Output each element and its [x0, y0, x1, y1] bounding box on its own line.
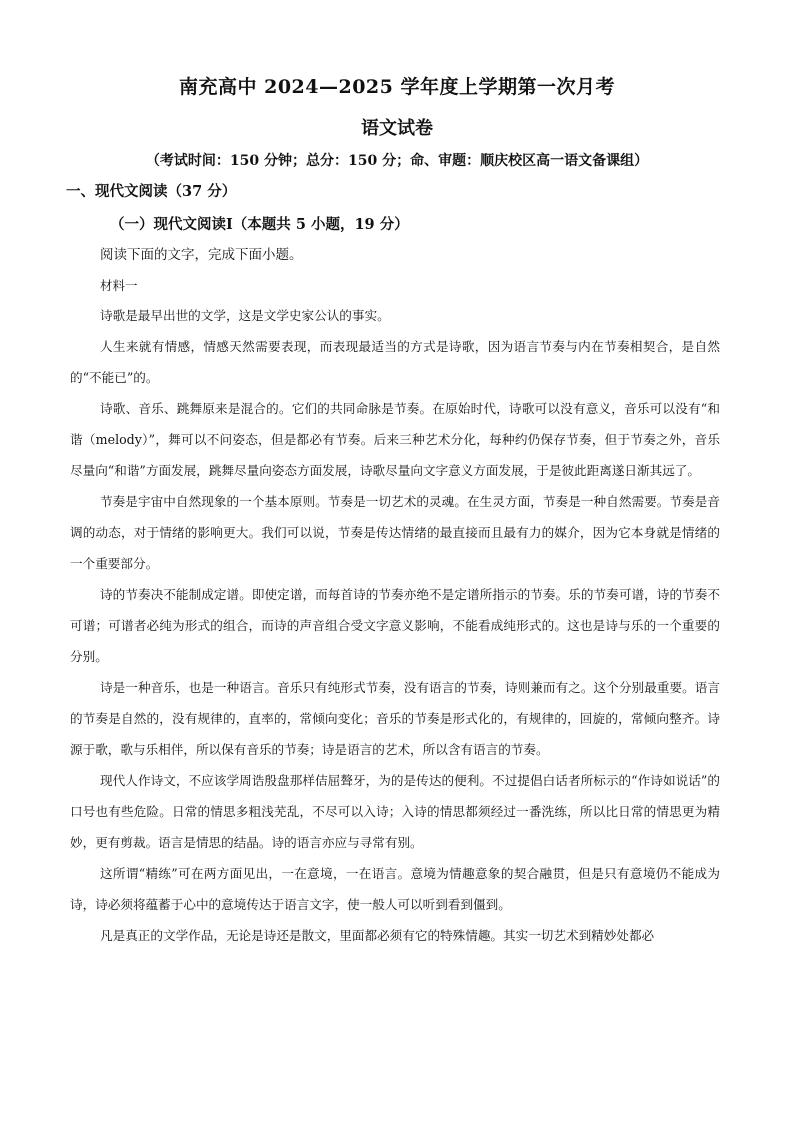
reading-instruction: 阅读下面的文字，完成下面小题。 — [100, 247, 303, 263]
passage-paragraph: 现代人作诗文，不应该学周诰殷盘那样佶屈聱牙，为的是传达的便利。不过提倡白话者所标示的“作诗如说话”的口号也有些危险。日常的情思多粗浅芜乱，不尽可以入诗；入诗的情思都须经过一番洗练，所以比日常的情思更为精妙，更有剪裁。语言是情思的结晶。诗的语言亦应与寻常有别。 — [70, 773, 720, 850]
section-heading: 一、现代文阅读（37 分） — [66, 183, 237, 200]
passage-paragraph: 人生来就有情感，情感天然需要表现，而表现最适当的方式是诗歌，因为语言节奏与内在节奏相契合，是自然的“不能已”的。 — [70, 339, 720, 385]
subsection-heading: （一）现代文阅读Ⅰ（本题共 5 小题，19 分） — [110, 216, 409, 233]
passage-body — [70, 300, 720, 951]
passage-paragraph: 节奏是宇宙中自然现象的一个基本原则。节奏是一切艺术的灵魂。在生灵方面，节奏是一种自然需要。节奏是音调的动态，对于情绪的影响更大。我们可以说，节奏是传达情绪的最直接而且最有力的媒介，因为它本身就是情绪的一个重要部分。 — [70, 494, 720, 571]
passage-paragraph: 诗歌是最早出世的文学，这是文学史家公认的事实。 — [100, 308, 390, 323]
passage-paragraph: 诗是一种音乐，也是一种语言。音乐只有纯形式节奏，没有语言的节奏，诗则兼而有之。这个分别最重要。语言的节奏是自然的，没有规律的，直率的，常倾向变化；音乐的节奏是形式化的，有规律的，回旋的，常倾向整齐。诗源于歌，歌与乐相伴，所以保有音乐的节奏；诗是语言的艺术，所以含有语言的节奏。 — [70, 680, 720, 757]
passage-paragraph: 诗歌、音乐、跳舞原来是混合的。它们的共同命脉是节奏。在原始时代，诗歌可以没有意义，音乐可以没有“和谐（melody）”，舞可以不问姿态，但是都必有节奏。后来三种艺术分化，每种约仍保存节奏，但于节奏之外，音乐尽量向“和谐”方面发展，跳舞尽量向姿态方面发展，诗歌尽量向文字意义方面发展，于是彼此距离遂日渐其远了。 — [70, 401, 720, 478]
exam-subtitle: 语文试卷 — [361, 118, 433, 139]
passage-paragraph: 凡是真正的文学作品，无论是诗还是散文，里面都必须有它的特殊情趣。其实一切艺术到精妙处都必 — [100, 928, 655, 943]
exam-meta-info: （考试时间：150 分钟；总分：150 分；命、审题：顺庆校区高一语文备课组） — [145, 153, 649, 169]
material-label: 材料一 — [100, 278, 138, 293]
exam-title: 南充高中 2024—2025 学年度上学期第一次月考 — [179, 76, 615, 98]
passage-paragraph: 诗的节奏决不能制成定谱。即使定谱，而每首诗的节奏亦绝不是定谱所指示的节奏。乐的节奏可谱，诗的节奏不可谱；可谱者必纯为形式的组合，而诗的声音组合受文字意义影响，不能看成纯形式的。这也是诗与乐的一个重要的分别。 — [70, 587, 720, 664]
passage-paragraph: 这所谓“精练”可在两方面见出，一在意境，一在语言。意境为情趣意象的契合融贯，但是只有意境仍不能成为诗，诗必须将蕴蓄于心中的意境传达于语言文字，使一般人可以听到看到僵到。 — [70, 866, 720, 912]
